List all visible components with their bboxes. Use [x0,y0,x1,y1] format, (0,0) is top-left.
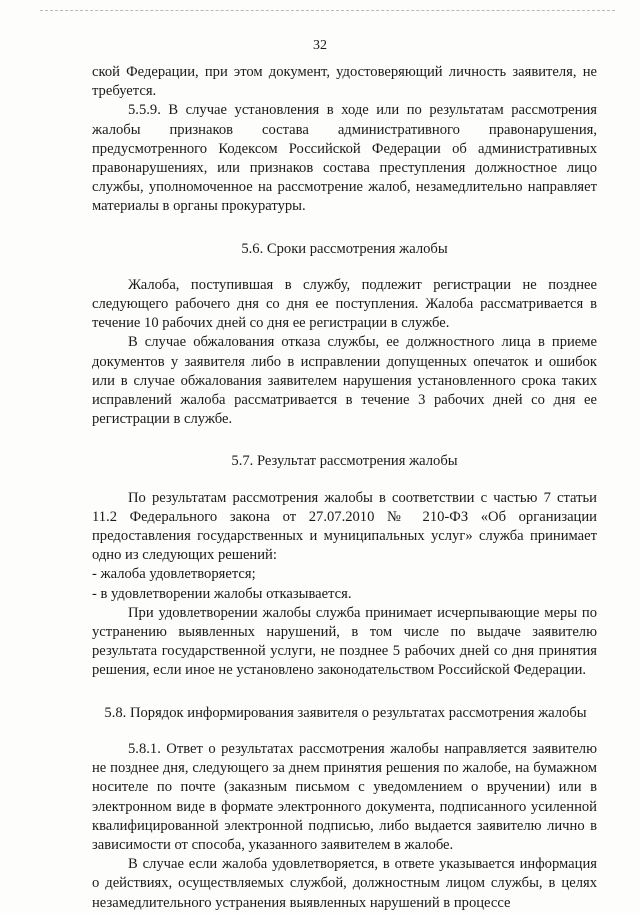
paragraph: ской Федерации, при этом документ, удостоверяющий личность заявителя, не требуется. [92,64,597,100]
paragraph: В случае если жалоба удовлетворяется, в ответе указывается информация о действиях, осуществляемых службой, должностным лицом службы, в целях незамедлительного устранения выявленных нарушений в процессе [92,856,597,911]
paragraph: По результатам рассмотрения жалобы в соответствии с частью 7 статьи 11.2 Федерального закона от 27.07.2010 № 210-ФЗ «Об организации предоставления государственных и муниципальных услуг» служба принимает одно из следующих решений: [92,489,597,564]
list-item: - жалоба удовлетворяется; [92,566,256,583]
document-body [92,63,597,913]
top-scan-line [40,10,615,11]
paragraph: Жалоба, поступившая в службу, подлежит регистрации не позднее следующего рабочего дня со дня ее поступления. Жалоба рассматривается в течение 10 рабочих дней со дня ее регистрации в службе. [92,276,597,332]
section-heading-5-7: 5.7. Результат рассмотрения жалобы [231,453,458,470]
paragraph: При удовлетворении жалобы служба принимает исчерпывающие меры по устранению выявленных нарушений, в том числе по выдаче заявителю результата государственной услуги, не позднее 5 рабочих дней со дня принятия решения, если иное не установлено законодательством Российской Федерации. [92,604,597,679]
paragraph: 5.5.9. В случае установления в ходе или по результатам рассмотрения жалобы признаков состава административного правонарушения, предусмотренного Кодексом Российской Федерации об административных правонарушениях, или признаков состава преступления должностное лицо службы, уполномоченное на рассмотрение жалоб, незамедлительно направляет материалы в органы прокуратуры. [92,102,597,215]
section-heading-5-6: 5.6. Сроки рассмотрения жалобы [241,240,448,257]
section-heading-5-8: 5.8. Порядок информирования заявителя о результатах рассмотрения жалобы [104,704,587,721]
paragraph: В случае обжалования отказа службы, ее должностного лица в приеме документов у заявителя либо в исправлении допущенных опечаток и ошибок или в случае обжалования заявителем нарушения установленного срока таких исправлений жалоба рассматривается в течение 3 рабочих дней со дня ее регистрации в службе. [92,334,597,428]
list-item: - в удовлетворении жалобы отказывается. [92,585,352,602]
paragraph: 5.8.1. Ответ о результатах рассмотрения жалобы направляется заявителю не позднее дня, следующего за днем принятия решения по жалобе, на бумажном носителе по почте (заказным письмом с уведомлением о вручении) или в электронном виде в формате электронного документа, подписанного усиленной квалифицированной электронной подписью, либо выдается заявителю лично в зависимости от способа, указанного заявителем в жалобе. [92,740,597,853]
page-number: 32 [313,38,327,53]
